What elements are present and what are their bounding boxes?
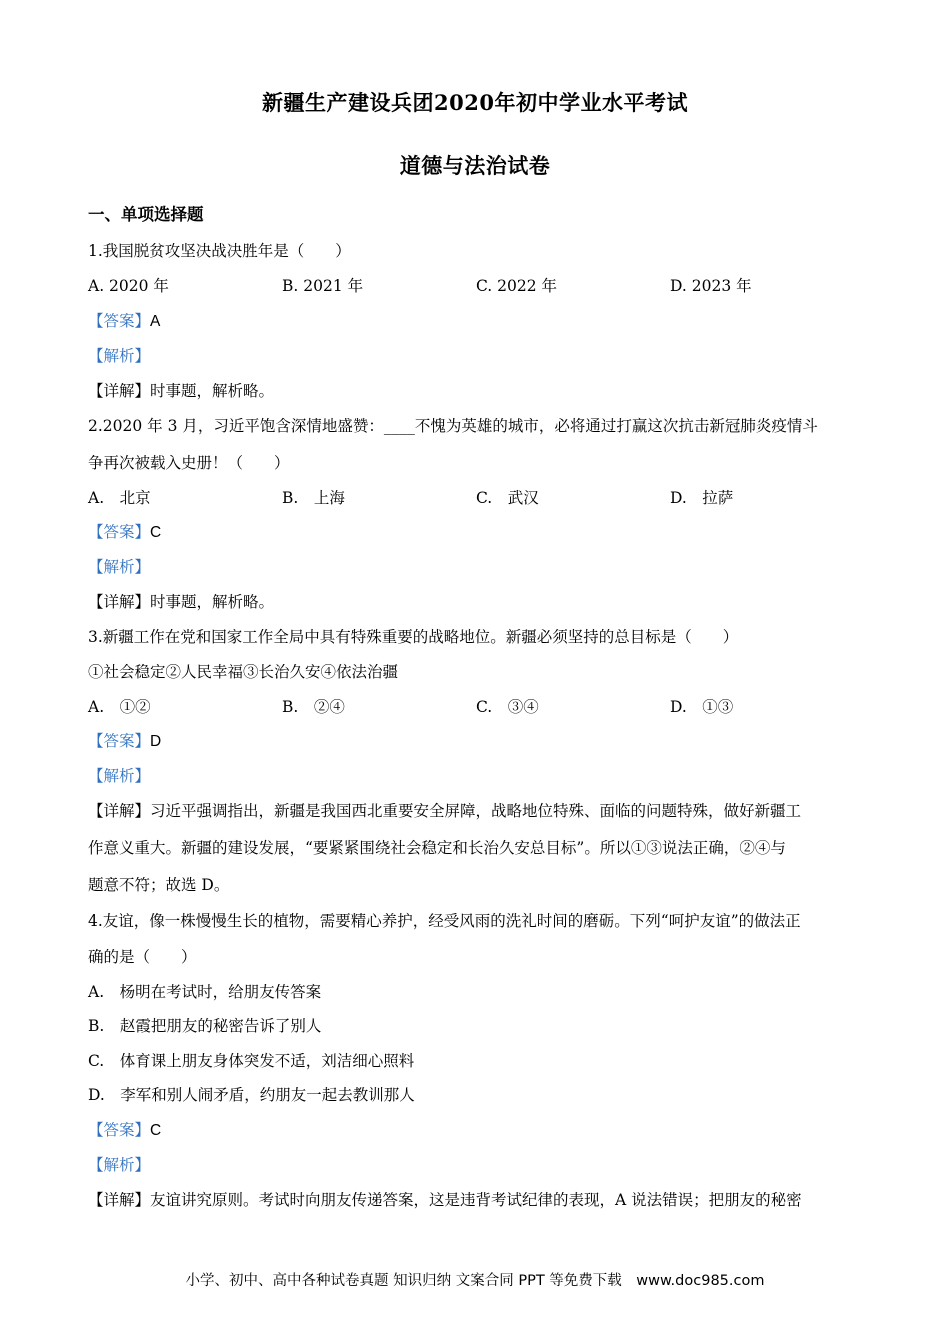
question-1-stem: 1.我国脱贫攻坚决战决胜年是（ ） xyxy=(88,242,351,260)
question-4-stem-line-1: 4.友谊，像一株慢慢生长的植物，需要精心养护，经受风雨的洗礼时间的磨砺。下列“呵护友谊”的做法正 xyxy=(88,912,801,930)
question-4-option-a: A. 杨明在考试时，给朋友传答案 xyxy=(88,983,322,1001)
question-2-option-a: A. 北京 xyxy=(88,489,151,507)
question-4-answer: 【答案】C xyxy=(88,1121,162,1139)
question-2-stem-line-1: 2.2020 年 3 月，习近平饱含深情地盛赞：____不愧为英雄的城市，必将通过打赢这次抗击新冠肺炎疫情斗 xyxy=(88,417,818,435)
section-heading: 一、单项选择题 xyxy=(88,205,204,224)
question-1-analysis-label: 【解析】 xyxy=(88,347,151,365)
question-3-option-d: D. ①③ xyxy=(670,698,734,716)
question-4-option-b: B. 赵霞把朋友的秘密告诉了别人 xyxy=(88,1017,322,1035)
question-1-detail: 【详解】时事题，解析略。 xyxy=(88,382,275,400)
question-4-stem-line-2: 确的是（ ） xyxy=(88,948,197,966)
question-2-answer: 【答案】C xyxy=(88,523,162,541)
page-subtitle: 道德与法治试卷 xyxy=(399,153,551,178)
question-3-option-b: B. ②④ xyxy=(282,698,345,716)
question-1-option-d: D. 2023 年 xyxy=(670,277,752,295)
question-2-option-c: C. 武汉 xyxy=(476,489,539,507)
question-1-option-c: C. 2022 年 xyxy=(476,277,558,295)
question-3-answer: 【答案】D xyxy=(88,732,162,750)
question-1-option-b: B. 2021 年 xyxy=(282,277,364,295)
question-3-detail-line-1: 【详解】习近平强调指出，新疆是我国西北重要安全屏障，战略地位特殊、面临的问题特殊，做好新疆工 xyxy=(88,802,802,820)
question-3-stem: 3.新疆工作在党和国家工作全局中具有特殊重要的战略地位。新疆必须坚持的总目标是（ ） xyxy=(88,628,739,646)
page-title: 新疆生产建设兵团2020年初中学业水平考试 xyxy=(262,90,688,115)
question-2-option-d: D. 拉萨 xyxy=(670,489,734,507)
question-2-option-b: B. 上海 xyxy=(282,489,345,507)
page-footer: 小学、初中、高中各种试卷真题 知识归纳 文案合同 PPT 等免费下载 www.doc985.com xyxy=(185,1273,765,1289)
question-3-detail-line-3: 题意不符；故选 D。 xyxy=(88,876,230,894)
question-3-option-c: C. ③④ xyxy=(476,698,539,716)
question-2-stem-line-2: 争再次被载入史册！（ ） xyxy=(88,454,290,472)
question-4-analysis-label: 【解析】 xyxy=(88,1156,151,1174)
question-1-option-a: A. 2020 年 xyxy=(88,277,169,295)
question-1-answer: 【答案】A xyxy=(88,312,161,330)
question-3-option-a: A. ①② xyxy=(88,698,151,716)
question-2-detail: 【详解】时事题，解析略。 xyxy=(88,593,275,611)
question-4-option-d: D. 李军和别人闹矛盾，约朋友一起去教训那人 xyxy=(88,1086,415,1104)
question-4-detail: 【详解】友谊讲究原则。考试时向朋友传递答案，这是违背考试纪律的表现，A 说法错误；把朋友的秘密 xyxy=(88,1191,802,1209)
question-3-items: ①社会稳定②人民幸福③长治久安④依法治疆 xyxy=(88,663,399,681)
question-2-analysis-label: 【解析】 xyxy=(88,558,151,576)
question-3-analysis-label: 【解析】 xyxy=(88,767,151,785)
question-4-option-c: C. 体育课上朋友身体突发不适，刘洁细心照料 xyxy=(88,1052,415,1070)
question-3-detail-line-2: 作意义重大。新疆的建设发展，“要紧紧围绕社会稳定和长治久安总目标”。所以①③说法正确，②④与 xyxy=(88,839,786,857)
